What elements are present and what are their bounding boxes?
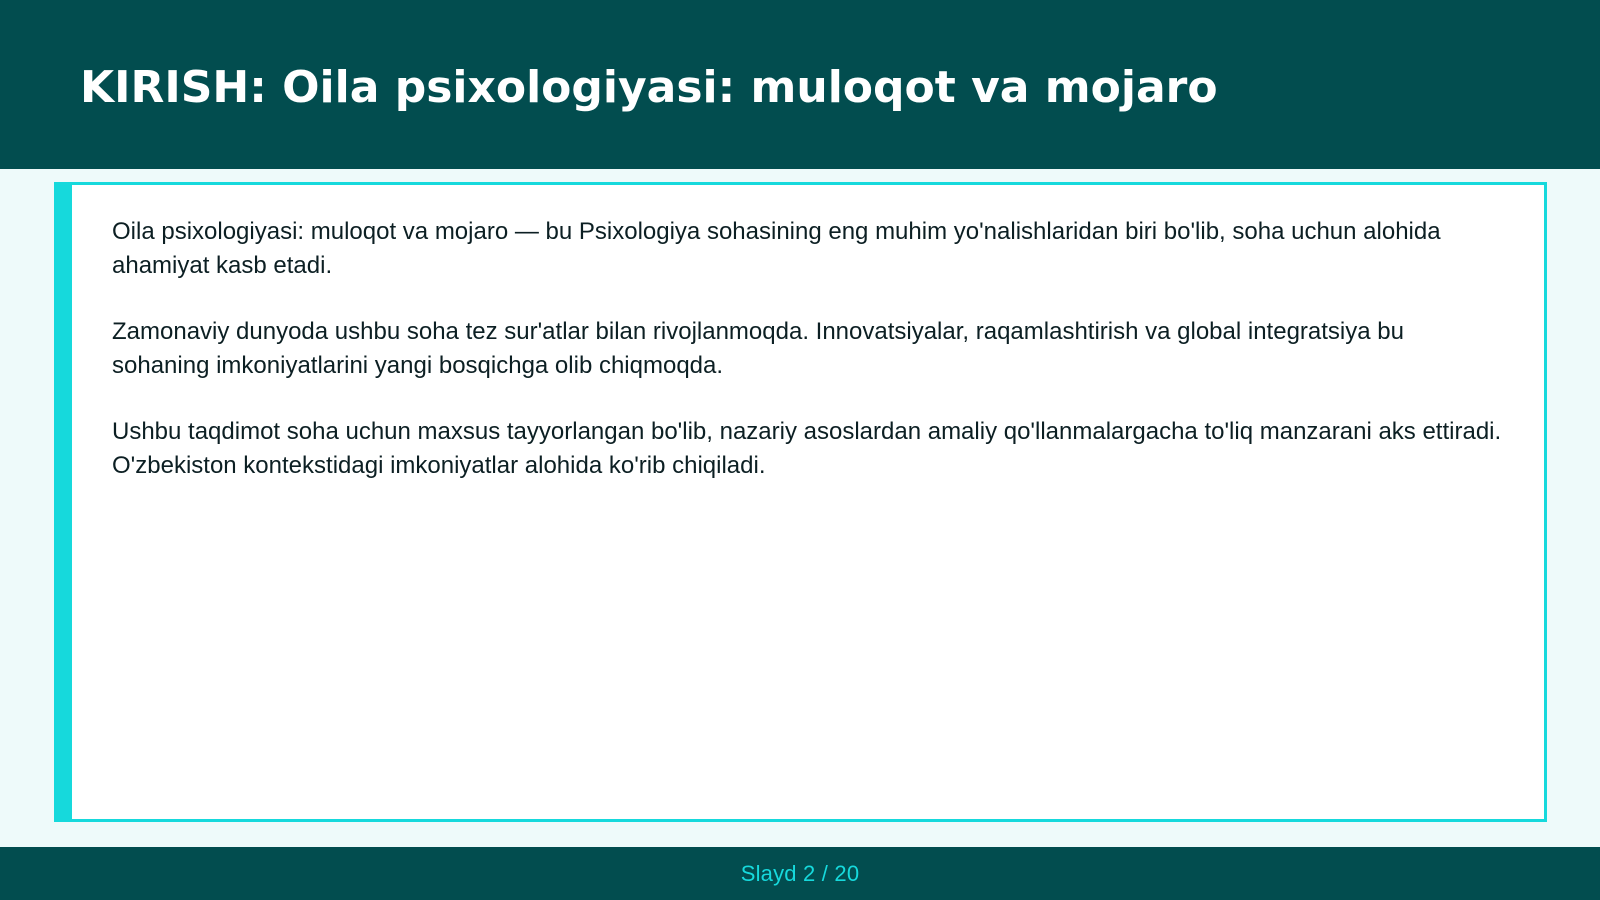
slide-title: KIRISH: Oila psixologiyasi: muloqot va mojaro: [80, 62, 1218, 113]
paragraph-2: Zamonaviy dunyoda ushbu soha tez sur'atlar bilan rivojlanmoqda. Innovatsiyalar, raqamlashtirish va global integratsiya bu sohaning imkoniyatlarini yangi bosqichga olib chiqmoqda.: [112, 318, 1404, 379]
paragraph-3: Ushbu taqdimot soha uchun maxsus tayyorlangan bo'lib, nazariy asoslardan amaliy qo'llanmalargacha to'liq manzarani aks ettiradi. O'zbekiston kontekstidagi imkoniyatlar alohida ko'rib chiqiladi.: [112, 418, 1502, 479]
content-card: [54, 182, 1547, 822]
slide-footer: [0, 847, 1600, 900]
slide-header: [0, 0, 1600, 169]
content-text: [112, 215, 1502, 515]
paragraph-1: Oila psixologiyasi: muloqot va mojaro — bu Psixologiya sohasining eng muhim yo'nalishlaridan biri bo'lib, soha uchun alohida ahamiyat kasb etadi.: [112, 218, 1441, 279]
slide-number: Slayd 2 / 20: [740, 860, 860, 886]
